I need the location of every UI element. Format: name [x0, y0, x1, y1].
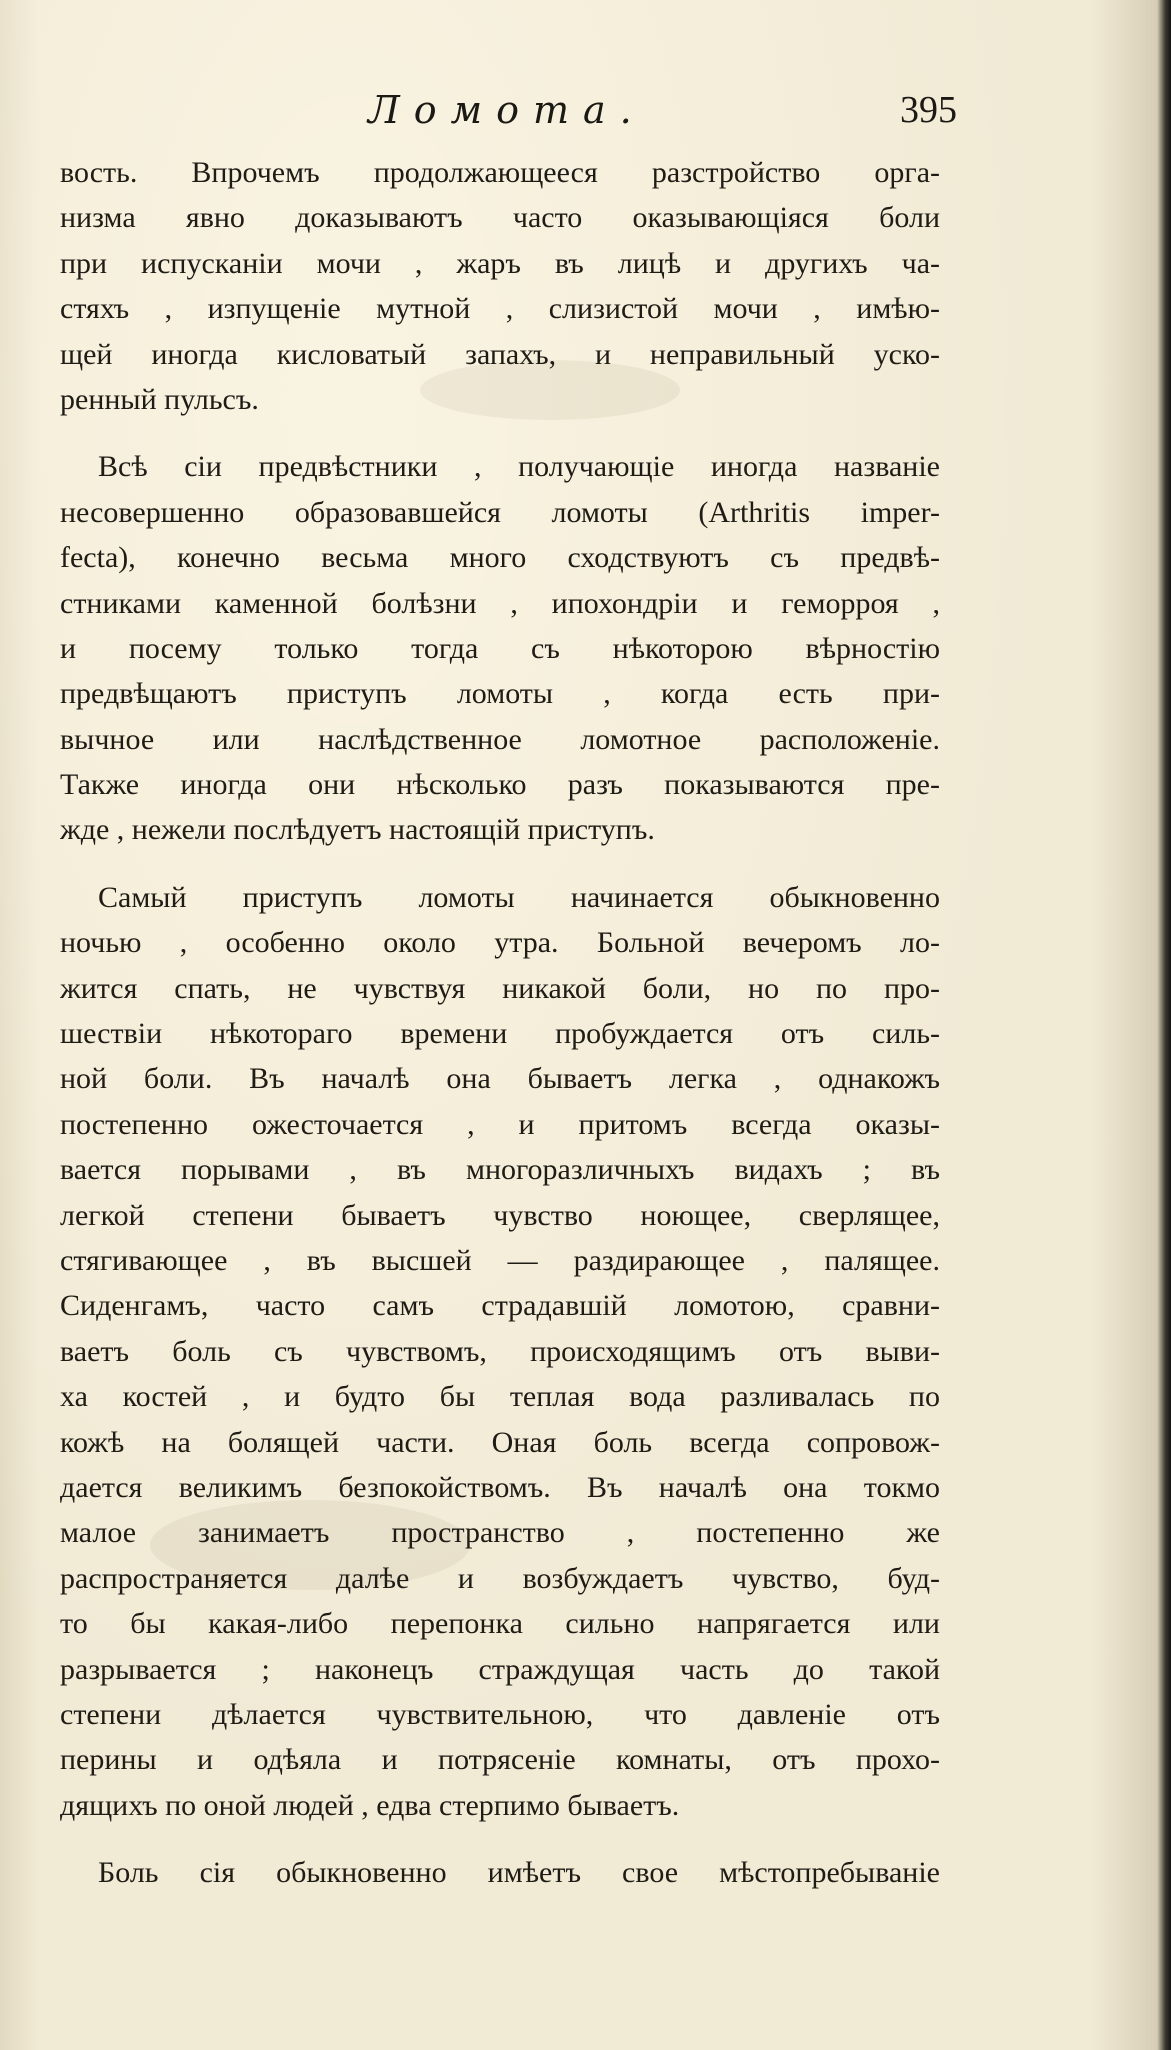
- body-text: [60, 150, 940, 1895]
- text-line: Сиденгамъ, часто самъ страдавшій ломотою, сравни-: [60, 1289, 940, 1323]
- text-line: вость. Впрочемъ продолжающееся разстройство орга-: [60, 156, 940, 189]
- text-line: Самый приступъ ломоты начинается обыкновенно: [98, 880, 940, 914]
- text-line: стниками каменной болѣзни , ипохондріи и геморроя ,: [60, 586, 940, 620]
- running-title: Ломота.: [368, 88, 646, 132]
- text-line: при испусканіи мочи , жаръ въ лицѣ и другихъ ча-: [60, 246, 940, 280]
- text-line: низма явно доказываютъ часто оказывающіяся боли: [60, 201, 940, 235]
- text-line: степени дѣлается чувствительною, что давленіе отъ: [60, 1697, 940, 1731]
- page-header: [0, 88, 1171, 138]
- text-line: постепенно ожесточается , и притомъ всегда оказы-: [60, 1107, 940, 1141]
- paragraph: [60, 150, 940, 422]
- text-line: жится спать, не чувствуя никакой боли, но по про-: [60, 971, 940, 1005]
- paragraph: [60, 875, 940, 1828]
- text-line: шествіи нѣкотораго времени пробуждается отъ силь-: [60, 1017, 940, 1051]
- text-line: то бы какая-либо перепонка сильно напрягается или: [60, 1607, 940, 1641]
- text-line: и посему только тогда съ нѣкоторою вѣрностію: [60, 631, 940, 665]
- text-line: Также иногда они нѣсколько разъ показываются пре-: [60, 768, 940, 802]
- text-line: Боль сія обыкновенно имѣетъ свое мѣстопребываніе: [98, 1856, 940, 1890]
- text-line: Всѣ сіи предвѣстники , получающіе иногда названіе: [98, 450, 940, 484]
- text-line: распространяется далѣе и возбуждаетъ чувство, буд-: [60, 1561, 940, 1595]
- text-line: ваетъ боль съ чувствомъ, происходящимъ отъ выви-: [60, 1334, 940, 1368]
- text-line: вается порывами , въ многоразличныхъ видахъ ; въ: [60, 1153, 940, 1187]
- text-line: стягивающее , въ высшей — раздирающее , палящее.: [60, 1243, 940, 1277]
- text-line: дается великимъ безпокойствомъ. Въ началѣ она токмо: [60, 1470, 940, 1504]
- text-line: ха костей , и будто бы теплая вода разливалась по: [60, 1380, 940, 1414]
- text-line: стяхъ , изпущеніе мутной , слизистой мочи , имѣю-: [60, 292, 940, 326]
- text-line: жде , нежели послѣдуетъ настоящій приступъ.: [60, 813, 655, 847]
- text-line: предвѣщаютъ приступъ ломоты , когда есть при-: [60, 677, 940, 711]
- text-line: перины и одѣяла и потрясеніе комнаты, отъ прохо-: [60, 1743, 940, 1777]
- text-line: ренный пульсъ.: [60, 382, 259, 416]
- text-line: кожѣ на болящей части. Оная боль всегда сопровож-: [60, 1425, 940, 1459]
- text-line: дящихъ по оной людей , едва стерпимо бываетъ.: [60, 1788, 680, 1822]
- paragraph: [60, 1850, 940, 1895]
- text-line: несовершенно образовавшейся ломоты (Arthritis imper-: [60, 495, 940, 529]
- page-edge-shadow: [1157, 0, 1171, 2050]
- page-number: 395: [900, 89, 957, 131]
- text-line: вычное или наслѣдственное ломотное расположеніе.: [60, 722, 940, 756]
- text-line: легкой степени бываетъ чувство ноющее, сверлящее,: [60, 1198, 940, 1232]
- text-line: разрывается ; наконецъ страждущая часть до такой: [60, 1652, 940, 1686]
- text-line: щей иногда кисловатый запахъ, и неправильный уско-: [60, 337, 940, 371]
- text-line: ной боли. Въ началѣ она бываетъ легка , однакожъ: [60, 1062, 940, 1096]
- paragraph: [60, 444, 940, 853]
- text-line: fecta), конечно весьма много сходствуютъ съ предвѣ-: [60, 541, 940, 575]
- text-line: ночью , особенно около утра. Больной вечеромъ ло-: [60, 926, 940, 960]
- text-line: малое занимаетъ пространство , постепенно же: [60, 1516, 940, 1550]
